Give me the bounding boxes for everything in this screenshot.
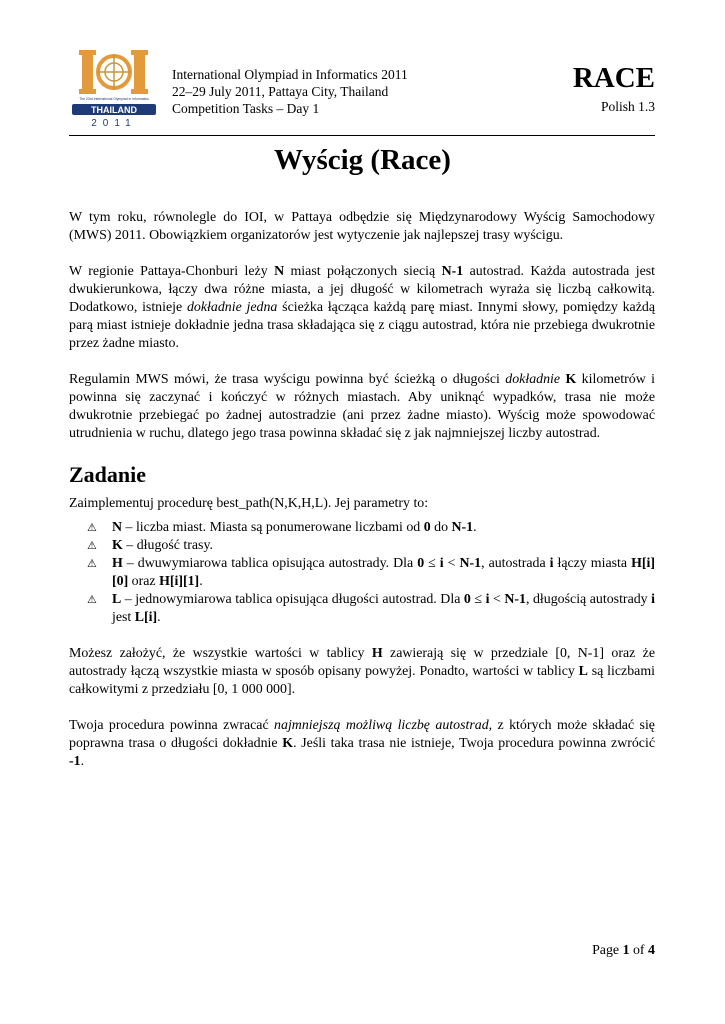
page-title: Wyścig (Race)	[274, 144, 451, 176]
header-info	[172, 66, 408, 117]
page-number: Page 1 of 4	[592, 943, 655, 958]
task-code: RACE	[572, 62, 655, 94]
list-item-param-k: ⚠ K – długość trasy.	[87, 538, 213, 553]
list-item-param-n: ⚠ N – liczba miast. Miasta są ponumerowane liczbami od 0 do N-1.	[87, 520, 477, 535]
paragraph-cities: W regionie Pattaya-Chonburi leży N miast połączonych siecią N-1 autostrad. Każda autostrada jest dwukierunkowa, łączy dwa różne miasta, a jej długość w kilometrach wyraża się liczbą całkowitą. Dodatkowo, istnieje dokładnie jedna ścieżka łącząca każdą parę miast. Innymi słowy, pomiędzy każdą parą miast istnieje dokładnie jedna trasa składająca się z ciągu autostrad, która nie przebiega dwukrotnie przez żadne miasto.	[69, 264, 655, 351]
paragraph-intro: W tym roku, równolegle do IOI, w Pattaya odbędzie się Międzynarodowy Wyścig Samochodowy (MWS) 2011. Obowiązkiem organizatorów jest wytyczenie jak najlepszej trasy wyścigu.	[69, 210, 655, 243]
logo-country: THAILAND	[91, 105, 137, 115]
bullet-icon: ⚠	[87, 557, 97, 570]
logo-ioi-letters	[79, 50, 148, 94]
list-item-param-h: ⚠ H – dwuwymiarowa tablica opisująca autostrady. Dla 0 ≤ i < N-1, autostrada i łączy miasta H[i][0] oraz H[i][1].	[87, 556, 655, 589]
task-statement	[69, 209, 655, 789]
bullet-icon: ⚠	[87, 539, 97, 552]
header-dates: 22–29 July 2011, Pattaya City, Thailand	[172, 84, 389, 99]
logo-small-caption: The 23rd International Olympiad in Informatics	[79, 97, 149, 101]
paragraph-return: Twoja procedura powinna zwracać najmniejszą możliwą liczbę autostrad, z których może składać się poprawna trasa o długości dokładnie K. Jeśli taka trasa nie istnieje, Twoja procedura powinna zwrócić -1.	[69, 718, 655, 769]
logo-year: 2011	[91, 118, 137, 129]
header-olympiad: International Olympiad in Informatics 2011	[172, 67, 408, 82]
paragraph-rules: Regulamin MWS mówi, że trasa wyścigu powinna być ścieżką o długości dokładnie K kilometrów i powinna się zaczynać i kończyć w różnych miastach. Aby uniknąć wypadków, trasa nie może dwukrotnie przebiegać po żadnej autostradzie (ani przez żadne miasto). Wyścig może spowodować utrudnienia w ruchu, dlatego jego trasa powinna składać się z jak najmniejszej liczby autostrad.	[69, 372, 655, 441]
list-item-param-l: ⚠ L – jednowymiarowa tablica opisująca długości autostrad. Dla 0 ≤ i < N-1, długością autostrady i jest L[i].	[87, 592, 656, 625]
language-version: Polish 1.3	[600, 99, 655, 114]
task-intro: Zaimplementuj procedurę best_path(N,K,H,L). Jej parametry to:	[69, 496, 429, 511]
bullet-icon: ⚠	[87, 593, 97, 606]
parameter-list	[69, 519, 655, 627]
ioi-2011-logo	[64, 44, 164, 130]
bullet-icon: ⚠	[87, 521, 97, 534]
header-divider	[69, 135, 655, 136]
paragraph-assumptions: Możesz założyć, że wszystkie wartości w tablicy H zawierają się w przedziale [0, N-1] oraz że autostrady łączą wszystkie miasta w sposób opisany powyżej. Ponadto, wartości w tablicy L są liczbami całkowitymi z przedziału [0, 1 000 000].	[69, 646, 655, 697]
section-heading-task: Zadanie	[69, 462, 147, 487]
header-competition-day: Competition Tasks – Day 1	[172, 101, 320, 116]
